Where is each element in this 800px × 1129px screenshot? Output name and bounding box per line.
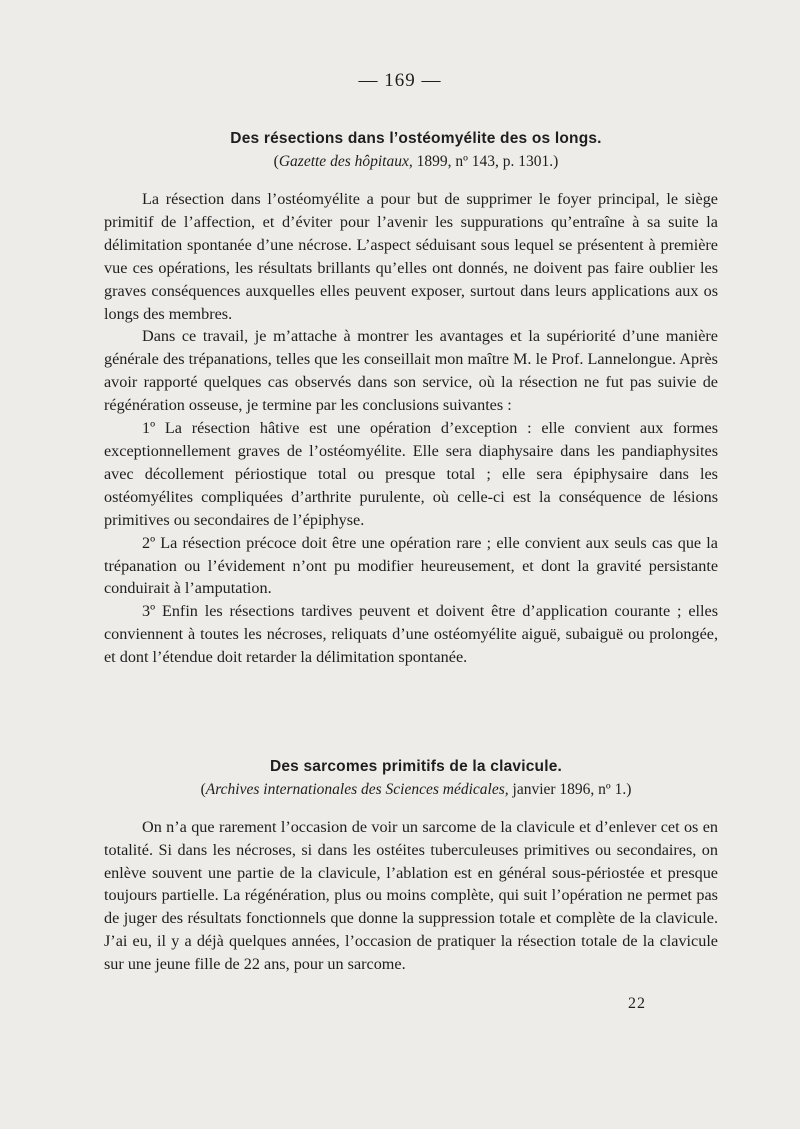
citation-open: ( [200,781,206,798]
citation-journal: Gazette des hôpitaux, [278,153,413,170]
citation-open: ( [273,153,279,170]
citation-details: janvier 1896, nº 1.) [508,781,632,798]
citation-source [114,778,718,802]
paragraph: Dans ce travail, je m’attache à montrer les avantages et la supériorité d’une manière générale des trépanations, telles que les conseillait mon maître M. le Prof. Lannelongue. Après avoir rapporté quelques cas observés dans son service, où la résection ne fut pas suivie de régénération osseuse, je termine par les conclusions suivantes : [104,327,718,415]
section-osteomyelitis [104,128,718,669]
citation-journal: Archives internationales des Sciences médicales, [205,781,509,798]
citation-details: 1899, nº 143, p. 1301.) [412,153,559,170]
page-number: — 169 — [358,70,442,91]
section-heading: Des sarcomes primitifs de la clavicule. [269,758,563,775]
signature-mark: 22 [628,995,646,1012]
section-heading: Des résections dans l’ostéomyélite des os longs. [230,130,602,147]
paragraph: La résection dans l’ostéomyélite a pour but de supprimer le foyer principal, le siège primitif de l’affection, et d’éviter pour l’avenir les suppurations qu’entraîne à sa suite la délimitation spontanée d’une nécrose. L’aspect séduisant sous lequel se présentent à première vue ces opérations, les résultats brillants qu’elles ont donnés, ne doivent pas faire oublier les graves conséquences auxquelles elles peuvent exposer, surtout dans leurs applications aux os longs des membres. [104,190,718,323]
section-clavicle-sarcoma [104,756,718,976]
paragraph: 2º La résection précoce doit être une opération rare ; elle convient aux seuls cas que la trépanation ou l’évidement n’ont pu modifier heureusement, et dont la gravité persistante conduirait à l’amputation. [104,533,718,598]
paragraph: 3º Enfin les résections tardives peuvent et doivent être d’application courante ; elles conviennent à toutes les nécroses, reliquats d’une ostéomyélite aiguë, subaiguë ou prolongée, et dont l’étendue doit retarder la délimitation spontanée. [104,602,718,667]
paragraph: On n’a que rarement l’occasion de voir un sarcome de la clavicule et d’enlever cet os en totalité. Si dans les nécroses, si dans les ostéites tuberculeuses primitives ou secondaires, on enlève souvent une partie de la clavicule, l’ablation est en général sous-périostée et presque toujours partielle. La régénération, plus ou moins complète, qui suit l’opération ne permet pas de juger des résultats fonctionnels que donne la suppression totale et complète de la clavicule. J’ai eu, il y a déjà quelques années, l’occasion de pratiquer la résection totale de la clavicule sur une jeune fille de 22 ans, pour un sarcome. [104,818,718,973]
citation-source [114,150,718,174]
paragraph: 1º La résection hâtive est une opération d’exception : elle convient aux formes exceptionnellement graves de l’ostéomyélite. Elle sera diaphysaire dans les pandiaphysites avec décollement périostique total ou presque total ; elle sera épiphysaire dans les ostéomyélites compliquées d’arthrite purulente, où celle-ci est la conséquence de lésions primitives ou secondaires de l’épiphyse. [104,419,718,529]
